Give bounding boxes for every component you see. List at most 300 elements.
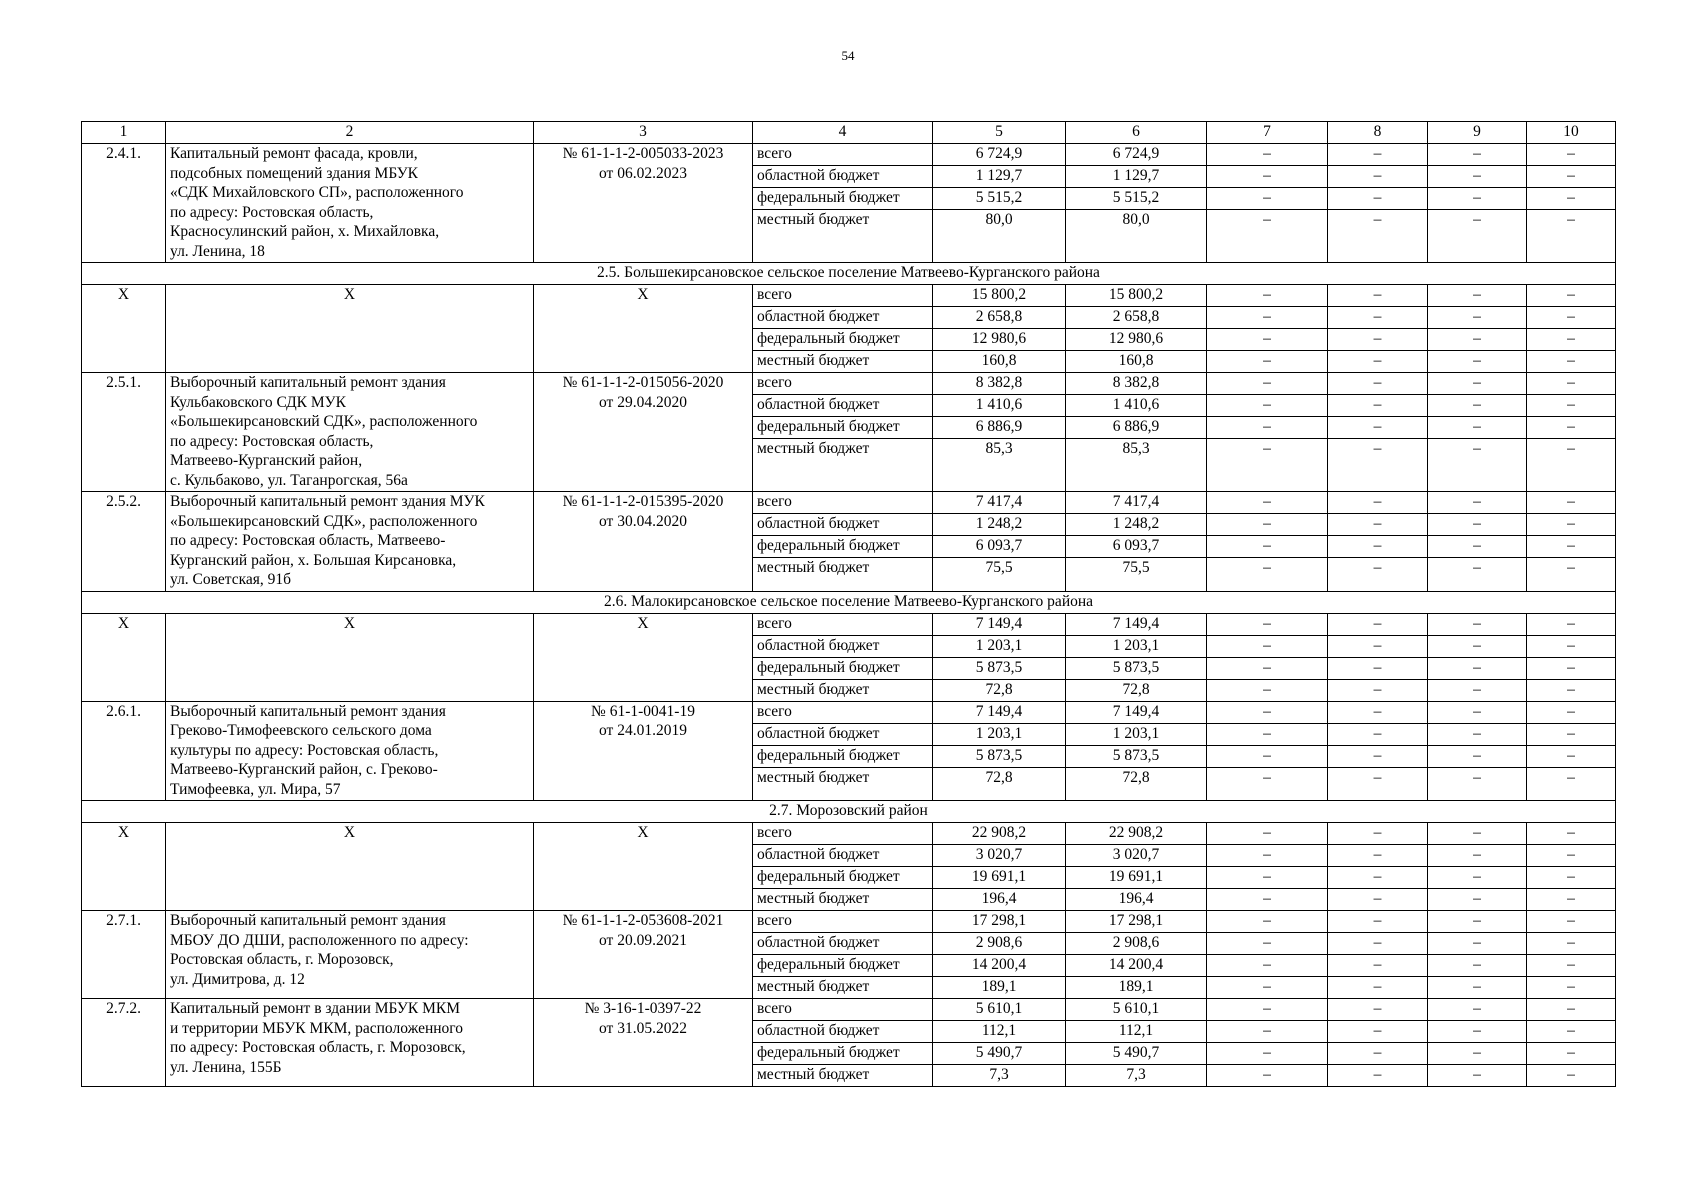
value-col9: – xyxy=(1428,845,1527,867)
value-col8: – xyxy=(1328,999,1428,1021)
value-col10: – xyxy=(1527,613,1616,635)
description-line: X xyxy=(343,614,356,632)
description-line: Капитальный ремонт фасада, кровли, xyxy=(170,145,418,162)
value-col6: 7,3 xyxy=(1066,1065,1207,1087)
description-line: Кульбаковского СДК МУК xyxy=(170,393,346,411)
value-col5: 189,1 xyxy=(933,977,1066,999)
description-line: Выборочный капитальный ремонт здания xyxy=(170,374,446,391)
description-line: Выборочный капитальный ремонт здания МУК xyxy=(170,493,485,510)
value-col7: – xyxy=(1207,911,1328,933)
funding-source: местный бюджет xyxy=(753,977,933,999)
description-line: ул. Советская, 91б xyxy=(170,571,292,588)
value-col9: – xyxy=(1428,558,1527,592)
value-col6: 7 149,4 xyxy=(1066,613,1207,635)
section-row xyxy=(82,591,1616,613)
value-col8: – xyxy=(1328,911,1428,933)
value-col9: – xyxy=(1428,285,1527,307)
value-col7: – xyxy=(1207,635,1328,657)
description-line: МБОУ ДО ДШИ, расположенного по адресу: xyxy=(170,931,469,949)
document-line: от 29.04.2020 xyxy=(599,393,687,411)
value-col6: 2 908,6 xyxy=(1066,933,1207,955)
value-col8: – xyxy=(1328,536,1428,558)
value-col7: – xyxy=(1207,307,1328,329)
funding-source: всего xyxy=(753,701,933,723)
value-col6: 112,1 xyxy=(1066,1021,1207,1043)
value-col7: – xyxy=(1207,210,1328,263)
table-row xyxy=(82,823,1616,845)
value-col5: 1 129,7 xyxy=(933,166,1066,188)
value-col7: – xyxy=(1207,373,1328,395)
value-col9: – xyxy=(1428,767,1527,801)
document-reference xyxy=(534,613,753,701)
description-line: Курганский район, х. Большая Кирсановка, xyxy=(170,551,457,569)
value-col5: 5 873,5 xyxy=(933,657,1066,679)
value-col10: – xyxy=(1527,558,1616,592)
value-col8: – xyxy=(1328,955,1428,977)
document-reference xyxy=(534,701,753,801)
value-col9: – xyxy=(1428,911,1527,933)
value-col9: – xyxy=(1428,307,1527,329)
description-line: и территории МБУК МКМ, расположенного xyxy=(170,1019,464,1037)
funding-source: областной бюджет xyxy=(753,933,933,955)
value-col7: – xyxy=(1207,558,1328,592)
value-col8: – xyxy=(1328,635,1428,657)
table-row xyxy=(82,999,1616,1021)
value-col8: – xyxy=(1328,492,1428,514)
document-line: X xyxy=(637,286,649,303)
value-col8: – xyxy=(1328,514,1428,536)
document-line: № 61-1-0041-19 xyxy=(591,702,695,720)
document-line: № 61-1-1-2-053608-2021 xyxy=(562,912,724,929)
value-col5: 1 248,2 xyxy=(933,514,1066,536)
item-description xyxy=(166,823,534,911)
column-header: 8 xyxy=(1328,122,1428,144)
funding-source: областной бюджет xyxy=(753,723,933,745)
value-col9: – xyxy=(1428,373,1527,395)
value-col8: – xyxy=(1328,823,1428,845)
value-col7: – xyxy=(1207,977,1328,999)
value-col10: – xyxy=(1527,999,1616,1021)
value-col8: – xyxy=(1328,657,1428,679)
budget-table xyxy=(81,121,1616,1087)
value-col8: – xyxy=(1328,679,1428,701)
value-col10: – xyxy=(1527,723,1616,745)
column-header: 1 xyxy=(82,122,166,144)
value-col7: – xyxy=(1207,285,1328,307)
value-col8: – xyxy=(1328,1021,1428,1043)
value-col6: 5 873,5 xyxy=(1066,657,1207,679)
funding-source: областной бюджет xyxy=(753,307,933,329)
value-col9: – xyxy=(1428,514,1527,536)
value-col10: – xyxy=(1527,1043,1616,1065)
value-col6: 6 886,9 xyxy=(1066,417,1207,439)
section-row xyxy=(82,263,1616,285)
value-col6: 3 020,7 xyxy=(1066,845,1207,867)
value-col10: – xyxy=(1527,166,1616,188)
value-col7: – xyxy=(1207,329,1328,351)
value-col10: – xyxy=(1527,307,1616,329)
value-col8: – xyxy=(1328,439,1428,492)
item-description xyxy=(166,999,534,1087)
value-col5: 5 873,5 xyxy=(933,745,1066,767)
description-line: по адресу: Ростовская область, г. Морозовск, xyxy=(170,1039,466,1056)
value-col7: – xyxy=(1207,767,1328,801)
funding-source: местный бюджет xyxy=(753,439,933,492)
description-line: Греково-Тимофеевского сельского дома xyxy=(170,722,432,739)
document-reference xyxy=(534,999,753,1087)
document-line: X xyxy=(637,824,649,841)
description-line: X xyxy=(343,824,356,841)
value-col6: 7 417,4 xyxy=(1066,492,1207,514)
value-col5: 5 490,7 xyxy=(933,1043,1066,1065)
value-col10: – xyxy=(1527,351,1616,373)
column-header: 5 xyxy=(933,122,1066,144)
document-line: № 61-1-1-2-015395-2020 xyxy=(562,493,724,510)
value-col5: 3 020,7 xyxy=(933,845,1066,867)
value-col6: 1 203,1 xyxy=(1066,723,1207,745)
item-number: 2.7.2. xyxy=(82,999,166,1087)
value-col7: – xyxy=(1207,845,1328,867)
value-col5: 196,4 xyxy=(933,889,1066,911)
description-line: Тимофеевка, ул. Мира, 57 xyxy=(170,780,341,798)
value-col5: 15 800,2 xyxy=(933,285,1066,307)
value-col8: – xyxy=(1328,395,1428,417)
funding-source: областной бюджет xyxy=(753,1021,933,1043)
value-col5: 1 203,1 xyxy=(933,723,1066,745)
value-col6: 22 908,2 xyxy=(1066,823,1207,845)
funding-source: областной бюджет xyxy=(753,395,933,417)
value-col9: – xyxy=(1428,635,1527,657)
value-col10: – xyxy=(1527,188,1616,210)
value-col10: – xyxy=(1527,657,1616,679)
value-col6: 14 200,4 xyxy=(1066,955,1207,977)
funding-source: всего xyxy=(753,285,933,307)
value-col7: – xyxy=(1207,823,1328,845)
value-col7: – xyxy=(1207,613,1328,635)
item-number: X xyxy=(82,285,166,373)
funding-source: федеральный бюджет xyxy=(753,417,933,439)
item-description xyxy=(166,285,534,373)
value-col10: – xyxy=(1527,745,1616,767)
value-col7: – xyxy=(1207,1021,1328,1043)
value-col5: 5 610,1 xyxy=(933,999,1066,1021)
value-col5: 72,8 xyxy=(933,679,1066,701)
value-col7: – xyxy=(1207,395,1328,417)
value-col7: – xyxy=(1207,867,1328,889)
value-col5: 8 382,8 xyxy=(933,373,1066,395)
description-line: X xyxy=(343,286,356,303)
value-col7: – xyxy=(1207,889,1328,911)
value-col9: – xyxy=(1428,679,1527,701)
value-col7: – xyxy=(1207,188,1328,210)
description-line: с. Кульбаково, ул. Таганрогская, 56а xyxy=(170,471,408,489)
value-col10: – xyxy=(1527,679,1616,701)
value-col5: 6 093,7 xyxy=(933,536,1066,558)
item-number: 2.5.2. xyxy=(82,492,166,592)
value-col9: – xyxy=(1428,657,1527,679)
value-col8: – xyxy=(1328,745,1428,767)
table-row xyxy=(82,492,1616,514)
value-col5: 2 908,6 xyxy=(933,933,1066,955)
value-col10: – xyxy=(1527,977,1616,999)
item-description xyxy=(166,911,534,999)
value-col5: 72,8 xyxy=(933,767,1066,801)
funding-source: областной бюджет xyxy=(753,514,933,536)
value-col6: 85,3 xyxy=(1066,439,1207,492)
funding-source: федеральный бюджет xyxy=(753,536,933,558)
item-description xyxy=(166,492,534,592)
value-col7: – xyxy=(1207,492,1328,514)
description-line: Матвеево-Курганский район, с. Греково- xyxy=(170,761,438,778)
funding-source: федеральный бюджет xyxy=(753,188,933,210)
funding-source: всего xyxy=(753,373,933,395)
value-col6: 160,8 xyxy=(1066,351,1207,373)
value-col7: – xyxy=(1207,723,1328,745)
value-col9: – xyxy=(1428,977,1527,999)
document-reference xyxy=(534,492,753,592)
value-col9: – xyxy=(1428,613,1527,635)
value-col10: – xyxy=(1527,373,1616,395)
value-col8: – xyxy=(1328,767,1428,801)
value-col10: – xyxy=(1527,955,1616,977)
item-number: 2.7.1. xyxy=(82,911,166,999)
value-col8: – xyxy=(1328,933,1428,955)
item-number: X xyxy=(82,823,166,911)
value-col5: 85,3 xyxy=(933,439,1066,492)
document-reference xyxy=(534,144,753,263)
document-reference xyxy=(534,823,753,911)
column-header: 6 xyxy=(1066,122,1207,144)
document-line: № 61-1-1-2-005033-2023 xyxy=(562,145,724,162)
document-line: от 31.05.2022 xyxy=(599,1019,687,1037)
funding-source: местный бюджет xyxy=(753,889,933,911)
column-header: 3 xyxy=(534,122,753,144)
value-col8: – xyxy=(1328,558,1428,592)
description-line: ул. Димитрова, д. 12 xyxy=(170,970,305,988)
value-col9: – xyxy=(1428,439,1527,492)
value-col6: 15 800,2 xyxy=(1066,285,1207,307)
description-line: Капитальный ремонт в здании МБУК МКМ xyxy=(170,1000,460,1017)
section-title: 2.7. Морозовский район xyxy=(82,801,1616,823)
value-col6: 12 980,6 xyxy=(1066,329,1207,351)
value-col6: 2 658,8 xyxy=(1066,307,1207,329)
value-col5: 17 298,1 xyxy=(933,911,1066,933)
value-col9: – xyxy=(1428,999,1527,1021)
table-row xyxy=(82,373,1616,395)
description-line: Красносулинский район, х. Михайловка, xyxy=(170,223,440,240)
value-col8: – xyxy=(1328,613,1428,635)
header-row xyxy=(82,122,1616,144)
value-col7: – xyxy=(1207,955,1328,977)
funding-source: местный бюджет xyxy=(753,210,933,263)
funding-source: всего xyxy=(753,823,933,845)
document-reference xyxy=(534,911,753,999)
value-col8: – xyxy=(1328,307,1428,329)
value-col6: 1 410,6 xyxy=(1066,395,1207,417)
table-row xyxy=(82,911,1616,933)
item-description xyxy=(166,701,534,801)
value-col9: – xyxy=(1428,1065,1527,1087)
value-col7: – xyxy=(1207,933,1328,955)
value-col5: 14 200,4 xyxy=(933,955,1066,977)
funding-source: местный бюджет xyxy=(753,767,933,801)
value-col9: – xyxy=(1428,492,1527,514)
description-line: подсобных помещений здания МБУК xyxy=(170,164,418,182)
value-col5: 75,5 xyxy=(933,558,1066,592)
section-title: 2.6. Малокирсановское сельское поселение Матвеево-Курганского района xyxy=(82,591,1616,613)
funding-source: областной бюджет xyxy=(753,166,933,188)
page-number: 54 xyxy=(841,48,855,63)
value-col10: – xyxy=(1527,439,1616,492)
value-col10: – xyxy=(1527,823,1616,845)
value-col6: 17 298,1 xyxy=(1066,911,1207,933)
section-title: 2.5. Большекирсановское сельское поселение Матвеево-Курганского района xyxy=(82,263,1616,285)
value-col9: – xyxy=(1428,329,1527,351)
document-line: № 3-16-1-0397-22 xyxy=(584,1000,702,1017)
value-col10: – xyxy=(1527,933,1616,955)
value-col5: 1 410,6 xyxy=(933,395,1066,417)
value-col6: 1 248,2 xyxy=(1066,514,1207,536)
value-col5: 1 203,1 xyxy=(933,635,1066,657)
funding-source: федеральный бюджет xyxy=(753,657,933,679)
value-col6: 6 093,7 xyxy=(1066,536,1207,558)
description-line: ул. Ленина, 18 xyxy=(170,242,265,260)
value-col6: 8 382,8 xyxy=(1066,373,1207,395)
value-col9: – xyxy=(1428,536,1527,558)
value-col9: – xyxy=(1428,417,1527,439)
column-header: 4 xyxy=(753,122,933,144)
value-col10: – xyxy=(1527,144,1616,166)
value-col9: – xyxy=(1428,144,1527,166)
value-col10: – xyxy=(1527,889,1616,911)
value-col5: 19 691,1 xyxy=(933,867,1066,889)
document-line: от 24.01.2019 xyxy=(599,722,687,739)
value-col6: 5 515,2 xyxy=(1066,188,1207,210)
value-col7: – xyxy=(1207,166,1328,188)
column-header: 2 xyxy=(166,122,534,144)
column-header: 9 xyxy=(1428,122,1527,144)
funding-source: местный бюджет xyxy=(753,351,933,373)
value-col10: – xyxy=(1527,911,1616,933)
value-col10: – xyxy=(1527,285,1616,307)
value-col5: 7 417,4 xyxy=(933,492,1066,514)
funding-source: федеральный бюджет xyxy=(753,867,933,889)
value-col8: – xyxy=(1328,1065,1428,1087)
funding-source: всего xyxy=(753,999,933,1021)
value-col7: – xyxy=(1207,679,1328,701)
value-col9: – xyxy=(1428,823,1527,845)
value-col9: – xyxy=(1428,933,1527,955)
value-col7: – xyxy=(1207,514,1328,536)
funding-source: всего xyxy=(753,492,933,514)
funding-source: федеральный бюджет xyxy=(753,955,933,977)
item-number: X xyxy=(82,613,166,701)
document-reference xyxy=(534,285,753,373)
value-col5: 7,3 xyxy=(933,1065,1066,1087)
description-line: «Большекирсановский СДК», расположенного xyxy=(170,512,478,530)
description-line: культуры по адресу: Ростовская область, xyxy=(170,741,439,759)
value-col6: 5 490,7 xyxy=(1066,1043,1207,1065)
value-col9: – xyxy=(1428,745,1527,767)
value-col10: – xyxy=(1527,492,1616,514)
value-col8: – xyxy=(1328,867,1428,889)
document-line: от 30.04.2020 xyxy=(599,512,687,530)
item-number: 2.5.1. xyxy=(82,373,166,492)
funding-source: местный бюджет xyxy=(753,679,933,701)
value-col6: 5 873,5 xyxy=(1066,745,1207,767)
value-col9: – xyxy=(1428,210,1527,263)
value-col9: – xyxy=(1428,701,1527,723)
table-row xyxy=(82,613,1616,635)
description-line: Ростовская область, г. Морозовск, xyxy=(170,951,394,968)
value-col5: 7 149,4 xyxy=(933,613,1066,635)
description-line: ул. Ленина, 155Б xyxy=(170,1058,282,1076)
value-col9: – xyxy=(1428,867,1527,889)
value-col8: – xyxy=(1328,188,1428,210)
value-col9: – xyxy=(1428,1043,1527,1065)
value-col8: – xyxy=(1328,701,1428,723)
table-row xyxy=(82,701,1616,723)
funding-source: местный бюджет xyxy=(753,1065,933,1087)
value-col9: – xyxy=(1428,955,1527,977)
table-body xyxy=(82,122,1616,1087)
value-col6: 5 610,1 xyxy=(1066,999,1207,1021)
item-description xyxy=(166,373,534,492)
description-line: по адресу: Ростовская область, xyxy=(170,432,374,450)
value-col7: – xyxy=(1207,144,1328,166)
value-col8: – xyxy=(1328,166,1428,188)
funding-source: федеральный бюджет xyxy=(753,329,933,351)
column-header: 10 xyxy=(1527,122,1616,144)
value-col6: 189,1 xyxy=(1066,977,1207,999)
value-col8: – xyxy=(1328,417,1428,439)
value-col8: – xyxy=(1328,351,1428,373)
funding-source: всего xyxy=(753,911,933,933)
value-col9: – xyxy=(1428,188,1527,210)
value-col10: – xyxy=(1527,1021,1616,1043)
item-number: 2.4.1. xyxy=(82,144,166,263)
value-col5: 22 908,2 xyxy=(933,823,1066,845)
funding-source: федеральный бюджет xyxy=(753,745,933,767)
value-col5: 7 149,4 xyxy=(933,701,1066,723)
funding-source: областной бюджет xyxy=(753,635,933,657)
value-col7: – xyxy=(1207,417,1328,439)
value-col6: 6 724,9 xyxy=(1066,144,1207,166)
column-header: 7 xyxy=(1207,122,1328,144)
item-description xyxy=(166,613,534,701)
document-line: X xyxy=(637,614,649,632)
description-line: Выборочный капитальный ремонт здания xyxy=(170,702,446,720)
value-col10: – xyxy=(1527,395,1616,417)
funding-source: областной бюджет xyxy=(753,845,933,867)
description-line: по адресу: Ростовская область, Матвеево- xyxy=(170,532,446,549)
value-col8: – xyxy=(1328,1043,1428,1065)
value-col5: 160,8 xyxy=(933,351,1066,373)
value-col5: 6 886,9 xyxy=(933,417,1066,439)
value-col10: – xyxy=(1527,635,1616,657)
description-line: «Большекирсановский СДК», расположенного xyxy=(170,413,478,430)
value-col9: – xyxy=(1428,166,1527,188)
value-col9: – xyxy=(1428,1021,1527,1043)
funding-source: всего xyxy=(753,613,933,635)
value-col6: 1 129,7 xyxy=(1066,166,1207,188)
value-col8: – xyxy=(1328,373,1428,395)
value-col7: – xyxy=(1207,536,1328,558)
value-col10: – xyxy=(1527,867,1616,889)
document-reference xyxy=(534,373,753,492)
value-col5: 5 515,2 xyxy=(933,188,1066,210)
value-col5: 112,1 xyxy=(933,1021,1066,1043)
